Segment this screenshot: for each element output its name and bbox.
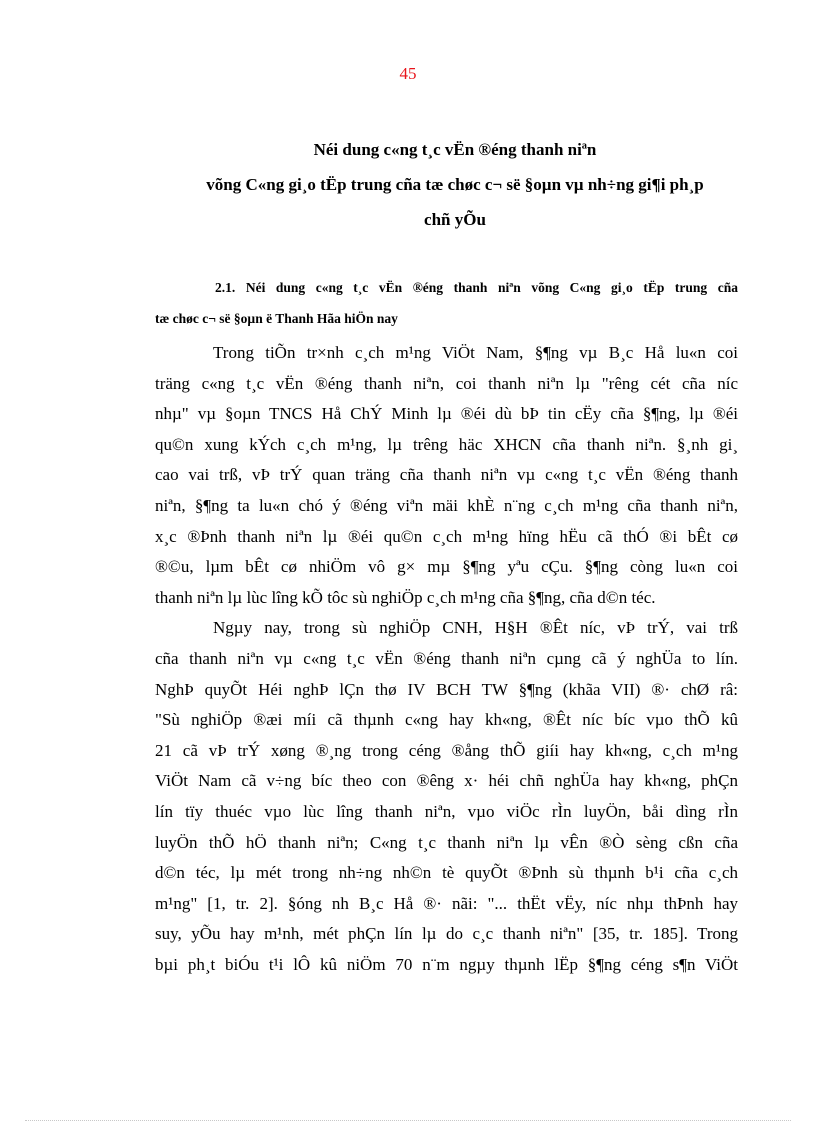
text-line: ®©u, lµm bÊt cø nhiÖm vô g× mµ §¶ng yªu cÇu. §¶ng còng lu«n coi bbox=[155, 557, 738, 577]
text-line: ViÖt Nam cã v÷ng bíc theo con ®êng x· héi chñ nghÜa hay kh«ng, phÇn bbox=[155, 771, 738, 791]
page-bottom-divider bbox=[25, 1120, 791, 1121]
text-line: luyÖn thÕ hÖ thanh niªn; C«ng t¸c thanh niªn lµ vÊn ®Ò sèng cßn cña bbox=[155, 832, 738, 852]
text-line: x¸c ®Þnh thanh niªn lµ ®éi qu©n c¸ch m¹ng hïng hËu cã thÓ ®i bÊt cø bbox=[155, 526, 738, 546]
page-number: 45 bbox=[399, 64, 417, 83]
text-line: Ngµy nay, trong sù nghiÖp CNH, H§H ®Êt níc, vÞ trÝ, vai trß bbox=[213, 618, 738, 638]
text-line: thanh niªn lµ lùc lîng kÕ tôc sù nghiÖp c¸ch m¹ng cña §¶ng, cña d©n téc. bbox=[155, 587, 656, 607]
chapter-title-line: chñ yÕu bbox=[424, 210, 486, 229]
text-line: lín tïy thuéc vµo lùc lîng thanh niªn, vµo viÖc rÌn luyÖn, båi dìng rÌn bbox=[155, 801, 738, 821]
text-line: niªn, §¶ng ta lu«n chó ý ®éng viªn mäi khÈ n¨ng c¸ch m¹ng cña thanh niªn, bbox=[155, 495, 738, 515]
section-heading-line: 2.1. Néi dung c«ng t¸c vËn ®éng thanh niªn võng C«ng gi¸o tËp trung cña bbox=[215, 280, 738, 295]
text-line: träng c«ng t¸c vËn ®éng thanh niªn, coi thanh niªn lµ "rêng cét cña níc bbox=[155, 373, 738, 393]
paragraph bbox=[155, 613, 738, 980]
text-line: m¹ng" [1, tr. 2]. §óng nh B¸c Hå ®· nãi: "... thËt vËy, níc nhµ thÞnh hay bbox=[155, 893, 738, 913]
body-text bbox=[155, 338, 738, 980]
text-line: cña thanh niªn vµ c«ng t¸c vËn ®éng thanh niªn cµng cã ý nghÜa to lín. bbox=[155, 648, 738, 668]
chapter-title bbox=[140, 132, 770, 237]
text-line: suy, yÕu hay m¹nh, mét phÇn lín lµ do c¸c thanh niªn" [35, tr. 185]. Trong bbox=[155, 924, 738, 944]
text-line: 21 cã vÞ trÝ xøng ®¸ng trong céng ®ång thÕ giíi hay kh«ng, c¸ch m¹ng bbox=[155, 740, 738, 760]
text-line: bµi ph¸t biÓu t¹i lÔ kû niÖm 70 n¨m ngµy thµnh lËp §¶ng céng s¶n ViÖt bbox=[155, 954, 738, 974]
text-line: cao vai trß, vÞ trÝ quan träng cña thanh niªn vµ c«ng t¸c vËn ®éng thanh bbox=[155, 465, 738, 485]
paragraph bbox=[155, 338, 738, 613]
section-heading-line: tæ chøc c¬ së §oµn ë Thanh Hãa hiÖn nay bbox=[155, 311, 398, 326]
text-line: d©n téc, lµ mét trong nh÷ng nh©n tè quyÕt ®Þnh sù thµnh b¹i cña c¸ch bbox=[155, 863, 738, 883]
text-line: "Sù nghiÖp ®æi míi cã thµnh c«ng hay kh«ng, ®Êt níc bíc vµo thÕ kû bbox=[155, 710, 738, 730]
text-line: nhµ" vµ §oµn TNCS Hå ChÝ Minh lµ ®éi dù bÞ tin cËy cña §¶ng, lµ ®éi bbox=[155, 404, 738, 424]
text-line: qu©n xung kÝch c¸ch m¹ng, lµ trêng häc XHCN cña thanh niªn. §¸nh gi¸ bbox=[155, 434, 738, 454]
text-line: NghÞ quyÕt Héi nghÞ lÇn thø IV BCH TW §¶ng (khãa VII) ®· chØ râ: bbox=[155, 679, 738, 699]
chapter-title-line: Néi dung c«ng t¸c vËn ®éng thanh niªn bbox=[313, 140, 597, 159]
section-heading bbox=[155, 272, 738, 334]
text-line: Trong tiÕn tr×nh c¸ch m¹ng ViÖt Nam, §¶ng vµ B¸c Hå lu«n coi bbox=[213, 343, 738, 362]
chapter-title-line: võng C«ng gi¸o tËp trung cña tæ chøc c¬ së §oµn vµ nh÷ng gi¶i ph¸p bbox=[206, 175, 704, 194]
